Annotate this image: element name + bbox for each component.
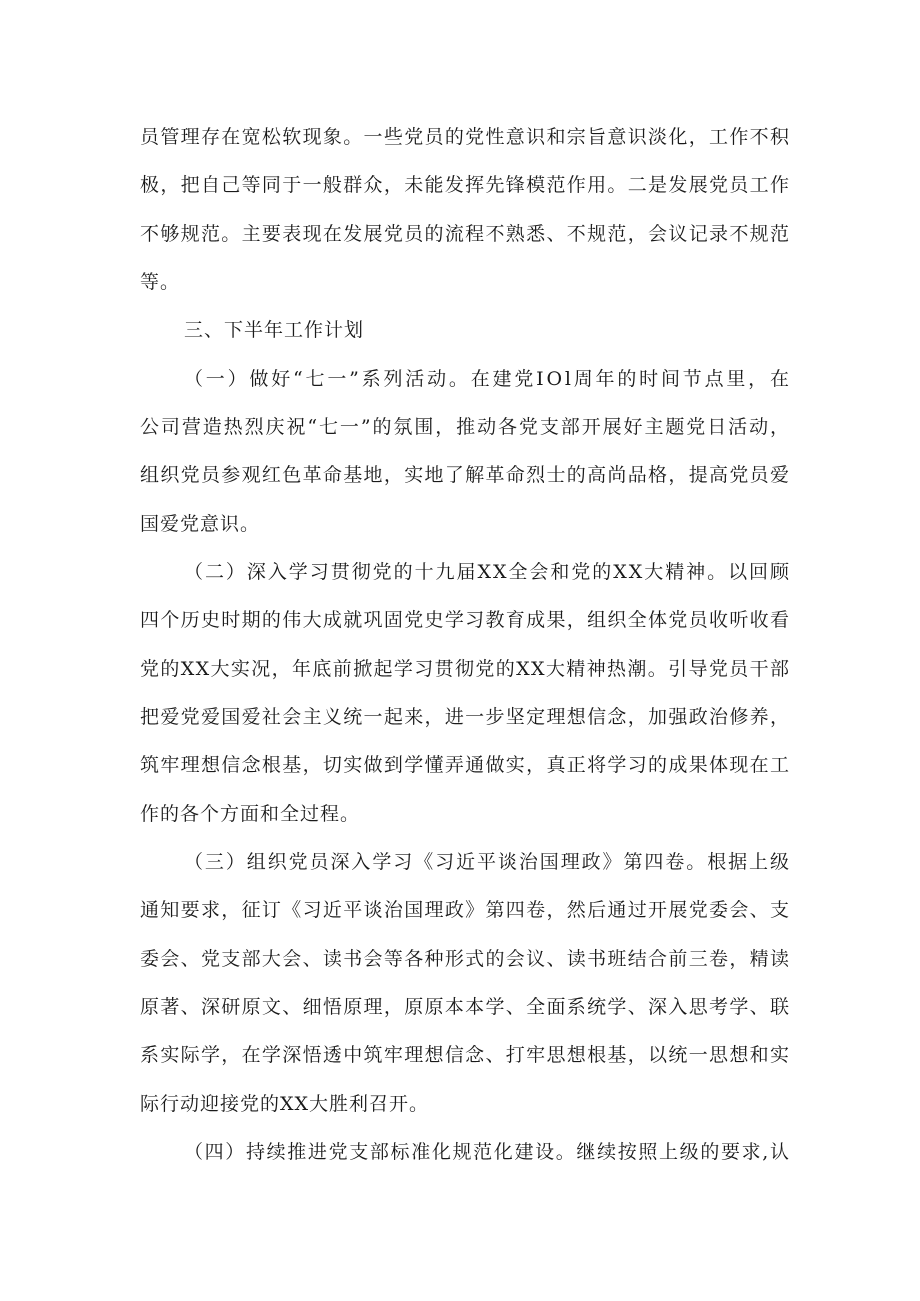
body-text-line: 委会、党支部大会、读书会等各种形式的会议、读书班结合前三卷，精读: [140, 948, 791, 970]
body-text-line: 组织党员参观红色革命基地，实地了解革命烈士的高尚品格，提高党员爱: [140, 464, 791, 486]
paragraph-first-line: （二）深入学习贯彻党的十九届XX全会和党的XX大精神。以回顾: [184, 561, 791, 583]
body-text-line: 员管理存在宽松软现象。一些党员的党性意识和宗旨意识淡化，工作不积: [140, 126, 791, 148]
body-text-line: 际行动迎接党的XX大胜利召开。: [140, 1093, 430, 1115]
paragraph-first-line: （一）做好“七一”系列活动。在建党IOl周年的时间节点里，在: [184, 368, 792, 390]
section-heading: 三、下半年工作计划: [184, 319, 365, 341]
body-text-line: 国爱党意识。: [140, 513, 261, 535]
body-text-line: 通知要求，征订《习近平谈治国理政》第四卷，然后通过开展党委会、支: [140, 899, 791, 921]
body-text-line: 极，把自己等同于一般群众，未能发挥先锋模范作用。二是发展党员工作: [140, 174, 791, 196]
body-text-line: 筑牢理想信念根基，切实做到学懂弄通做实，真正将学习的成果体现在工: [140, 754, 791, 776]
body-text-line: 作的各个方面和全过程。: [140, 803, 361, 825]
paragraph-first-line: （三）组织党员深入学习《习近平谈治国理政》第四卷。根据上级: [184, 851, 791, 873]
paragraph-first-line: （四）持续推进党支部标准化规范化建设。继续按照上级的要求,认: [184, 1141, 791, 1163]
body-text-line: 系实际学，在学深悟透中筑牢理想信念、打牢思想根基，以统一思想和实: [140, 1044, 791, 1066]
body-text-line: 把爱党爱国爱社会主义统一起来，进一步坚定理想信念，加强政治修养，: [140, 706, 791, 728]
body-text-line: 四个历史时期的伟大成就巩固党史学习教育成果，组织全体党员收听收看: [140, 609, 791, 631]
body-text-line: 等。: [140, 271, 181, 293]
body-text-line: 不够规范。主要表现在发展党员的流程不熟悉、不规范，会议记录不规范: [140, 223, 791, 245]
body-text-line: 原著、深研原文、细悟原理，原原本本学、全面系统学、深入思考学、联: [140, 996, 791, 1018]
body-text-line: 公司营造热烈庆祝“七一”的氛围，推动各党支部开展好主题党日活动，: [140, 416, 791, 438]
body-text-line: 党的XX大实况，年底前掀起学习贯彻党的XX大精神热潮。引导党员干部: [140, 658, 791, 680]
